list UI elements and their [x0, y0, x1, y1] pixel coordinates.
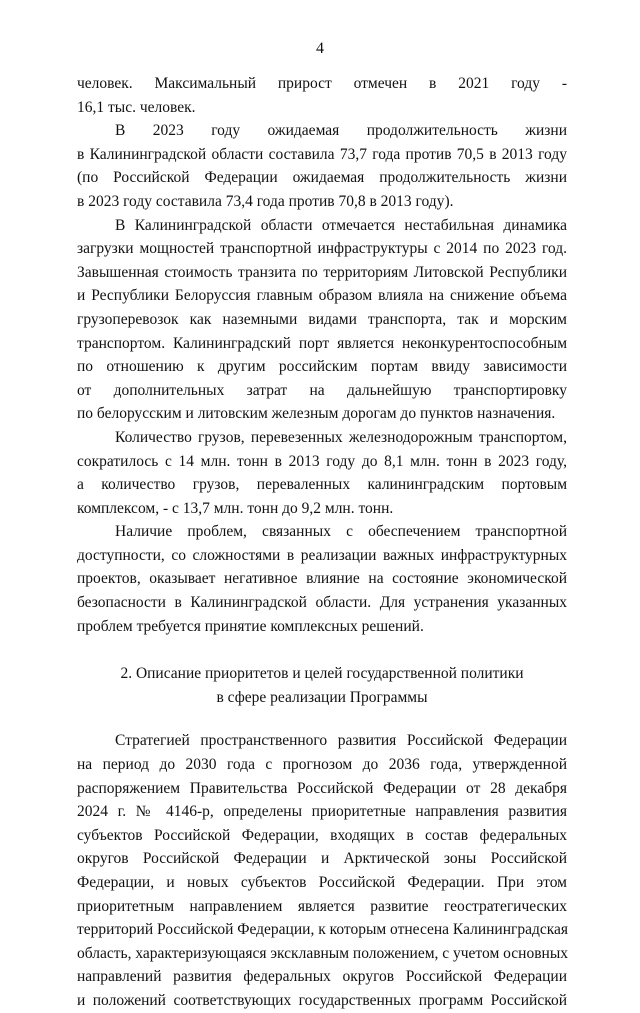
text-line: по белорусским и литовским железным дорогам до пунктов назначения.	[77, 405, 556, 423]
text-line: проблем требуется принятие комплексных решений.	[77, 617, 424, 635]
text-line: комплексом, - с 13,7 млн. тонн до 9,2 млн. тонн.	[77, 499, 394, 517]
paragraph-cargo-volume	[77, 426, 567, 520]
paragraph-life-expectancy	[77, 119, 567, 213]
page-number: 4	[316, 40, 324, 57]
text-line: В 2023 году ожидаемая продолжительность жизни	[115, 122, 567, 140]
text-line: территорий Российской Федерации, к которым отнесена Калининградская	[77, 921, 569, 939]
text-line: транспортом. Калининградский порт является неконкурентоспособным	[77, 334, 567, 352]
text-line: человек. Максимальный прирост отмечен в 2021 году -	[77, 75, 567, 92]
text-line: округов Российской Федерации и Арктической зоны Российской	[77, 850, 567, 868]
text-line: Наличие проблем, связанных с обеспечением транспортной	[115, 523, 567, 541]
text-line: субъектов Российской Федерации, входящих в состав федеральных	[77, 826, 567, 844]
paragraph-transport-problems	[77, 520, 567, 638]
text-line: Федерации, и новых субъектов Российской Федерации. При этом	[77, 874, 567, 891]
text-line: 16,1 тыс. человек.	[77, 98, 196, 116]
text-line: и положений соответствующих государственных программ Российской	[77, 991, 567, 1009]
text-line: проектов, оказывает негативное влияние на состояние экономической	[77, 570, 567, 588]
text-line: Стратегией пространственного развития Российской Федерации	[115, 732, 567, 750]
document-body	[77, 72, 567, 1013]
paragraph-spatial-strategy	[77, 729, 567, 1012]
text-line: загрузки мощностей транспортной инфраструктуры с 2014 по 2023 год.	[77, 240, 567, 258]
section-heading	[77, 662, 567, 709]
text-line: 2024 г. № 4146-р, определены приоритетные направления развития	[77, 803, 567, 821]
text-line: от дополнительных затрат на дальнейшую транспортировку	[77, 381, 567, 399]
text-line: В Калининградской области отмечается нестабильная динамика	[115, 216, 567, 234]
text-line: в Калининградской области составила 73,7 года против 70,5 в 2013 году	[77, 145, 567, 163]
section-heading-line: 2. Описание приоритетов и целей государственной политики	[120, 665, 524, 683]
paragraph-population-growth	[77, 72, 567, 119]
paragraph-transport-infrastructure	[77, 214, 567, 426]
section-heading-line: в сфере реализации Программы	[216, 688, 428, 706]
text-line: безопасности в Калининградской области. Для устранения указанных	[77, 594, 567, 612]
text-line: приоритетным направлением является развитие геостратегических	[77, 897, 567, 915]
text-line: по отношению к другим российским портам ввиду зависимости	[77, 358, 567, 376]
text-line: сократилось с 14 млн. тонн в 2013 году до 8,1 млн. тонн в 2023 году,	[77, 452, 567, 470]
text-line: на период до 2030 года с прогнозом до 2036 года, утвержденной	[77, 756, 567, 774]
text-line: (по Российской Федерации ожидаемая продолжительность жизни	[77, 169, 567, 187]
text-line: и Республики Белоруссия главным образом влияла на снижение объема	[77, 287, 567, 305]
text-line: распоряжением Правительства Российской Федерации от 28 декабря	[77, 779, 567, 797]
text-line: в 2023 году составила 73,4 года против 70,8 в 2013 году).	[77, 192, 454, 210]
text-line: направлений развития федеральных округов Российской Федерации	[77, 968, 567, 986]
text-line: область, характеризующаяся эксклавным положением, с учетом основных	[77, 944, 568, 962]
text-line: Завышенная стоимость транзита по территориям Литовской Республики	[77, 263, 567, 281]
text-line: Количество грузов, перевезенных железнодорожным транспортом,	[115, 428, 567, 446]
text-line: а количество грузов, переваленных калининградским портовым	[77, 476, 567, 494]
text-line: доступности, со сложностями в реализации важных инфраструктурных	[77, 546, 567, 564]
text-line: грузоперевозок как наземными видами транспорта, так и морским	[77, 310, 567, 328]
